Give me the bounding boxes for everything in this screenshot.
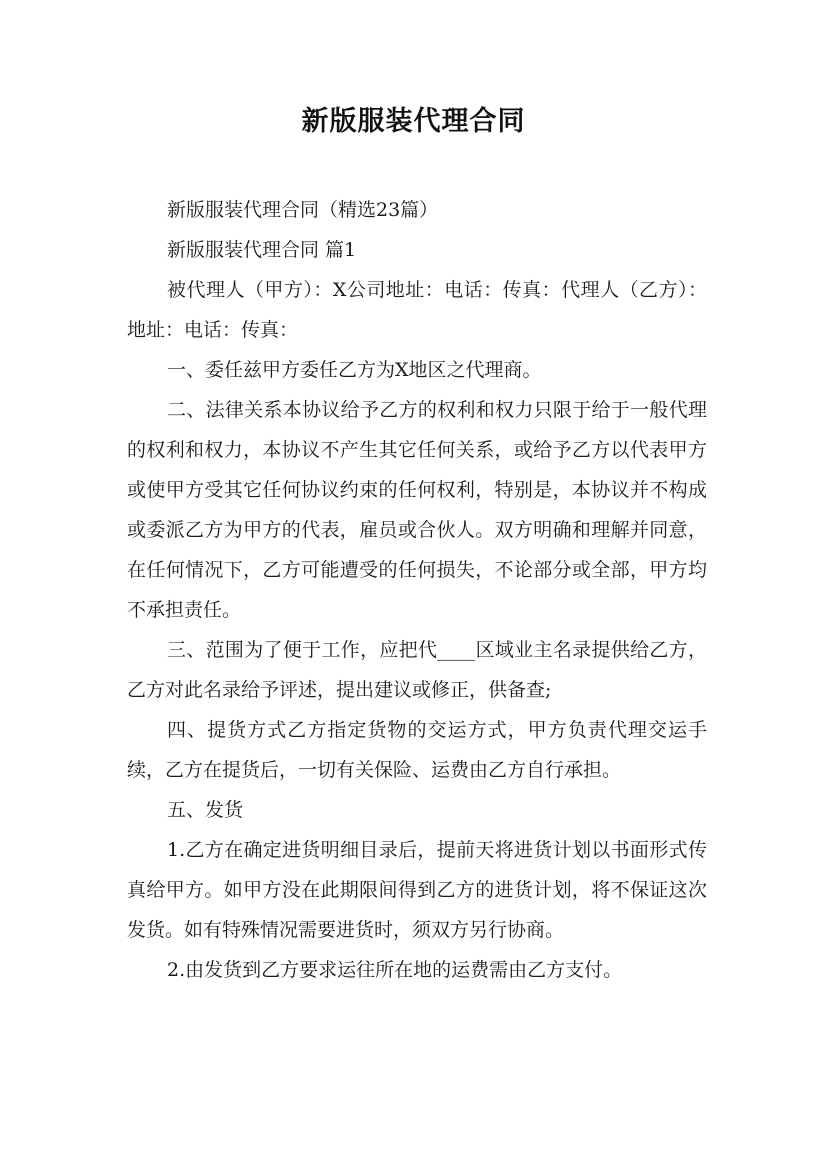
paragraph-subtitle: 新版服装代理合同（精选23篇）: [167, 199, 439, 221]
paragraph-parties: 被代理人（甲方）：X公司地址：电话：传真：代理人（乙方）：地址：电话：传真：: [127, 279, 707, 341]
paragraph-clause-4: 四、提货方式乙方指定货物的交运方式，甲方负责代理交运手续，乙方在提货后，一切有关保险、运费由乙方自行承担。: [127, 719, 707, 781]
paragraph-clause-5-item-2: 2.由发货到乙方要求运往所在地的运费需由乙方支付。: [167, 959, 623, 981]
document-body: [127, 190, 707, 990]
paragraph-clause-1: 一、委任兹甲方委任乙方为X地区之代理商。: [167, 359, 542, 381]
paragraph-clause-2: 二、法律关系本协议给予乙方的权利和权力只限于给于一般代理的权利和权力，本协议不产生其它任何关系，或给予乙方以代表甲方或使甲方受其它任何协议约束的任何权利，特别是，本协议并不构成或委派乙方为甲方的代表，雇员或合伙人。双方明确和理解并同意，在任何情况下，乙方可能遭受的任何损失，不论部分或全部，甲方均不承担责任。: [127, 399, 707, 621]
paragraph-clause-5-item-1: 1.乙方在确定进货明细目录后，提前天将进货计划以书面形式传真给甲方。如甲方没在此期限间得到乙方的进货计划，将不保证这次发货。如有特殊情况需要进货时，须双方另行协商。: [127, 839, 707, 941]
paragraph-clause-5-heading: 五、发货: [167, 799, 244, 821]
paragraph-clause-3: 三、范围为了便于工作，应把代____区域业主名录提供给乙方，乙方对此名录给予评述，提出建议或修正，供备查;: [127, 639, 707, 701]
paragraph-section-heading: 新版服装代理合同 篇1: [167, 239, 357, 261]
document-title: 新版服装代理合同: [301, 106, 526, 137]
